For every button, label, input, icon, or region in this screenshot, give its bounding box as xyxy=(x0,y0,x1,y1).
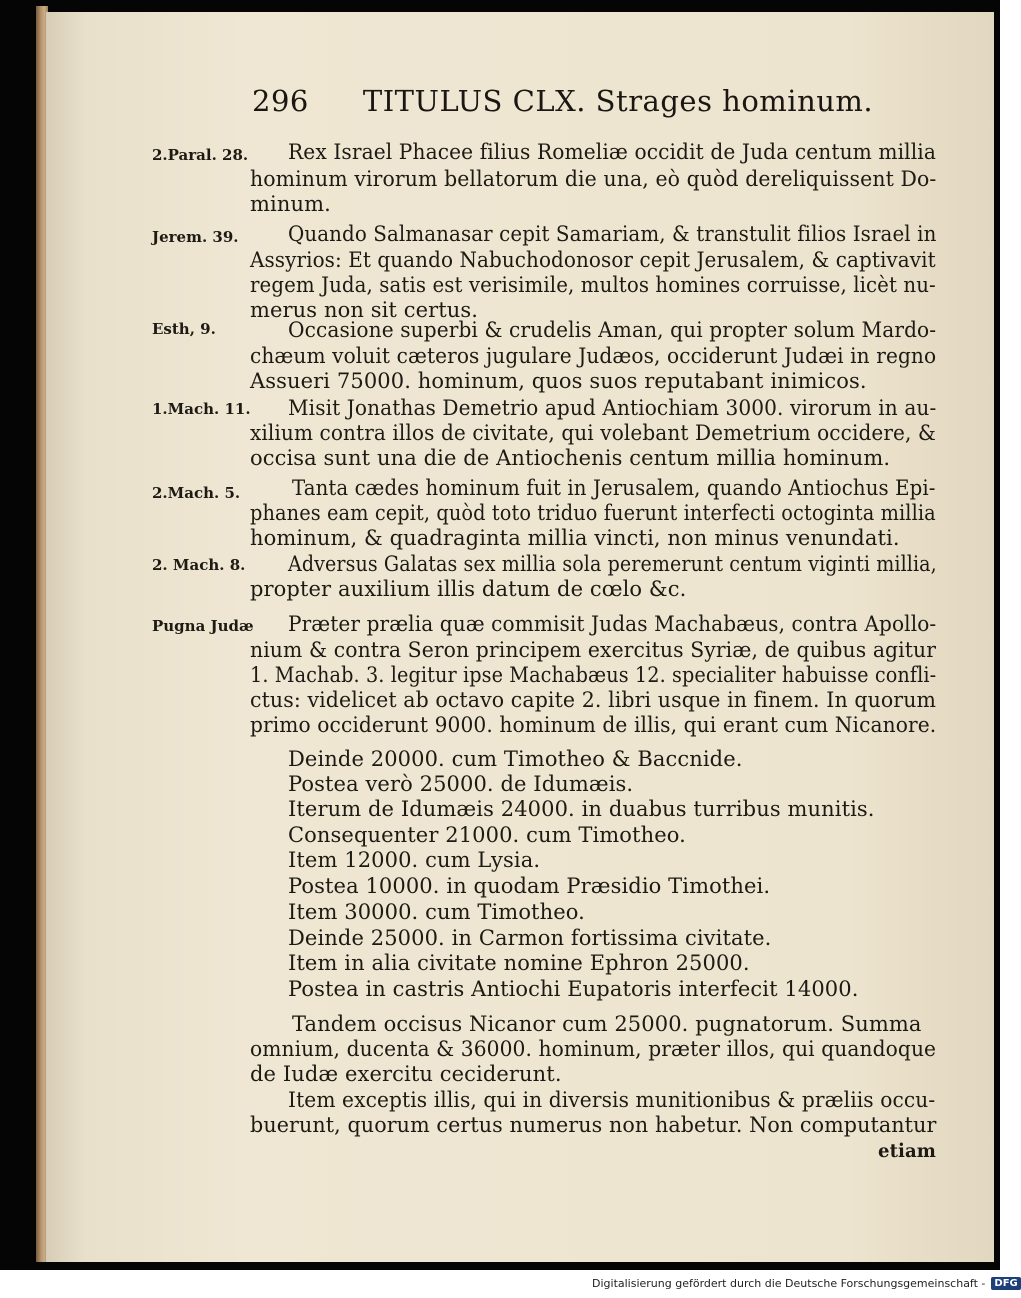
list-item: Postea in castris Antiochi Eupatoris interfecit 14000. xyxy=(288,977,859,1001)
list-item: Consequenter 21000. cum Timotheo. xyxy=(288,823,686,847)
page-number: 296 xyxy=(252,84,309,118)
list-item: Deinde 25000. in Carmon fortissima civitate. xyxy=(288,926,772,950)
list-item: Item in alia civitate nomine Ephron 25000. xyxy=(288,951,750,975)
text-line: Tanta cædes hominum fuit in Jerusalem, quando Antiochus Epi- xyxy=(292,476,936,500)
text-line: hominum, & quadraginta millia vincti, non minus venundati. xyxy=(250,526,900,550)
text-line: regem Juda, satis est verisimile, multos homines corruisse, licèt nu- xyxy=(250,273,936,297)
text-line: xilium contra illos de civitate, qui volebant Demetrium occidere, & xyxy=(250,421,936,445)
list-item: Item 30000. cum Timotheo. xyxy=(288,900,585,924)
text-line: Adversus Galatas sex millia sola peremerunt centum viginti millia, xyxy=(288,552,937,576)
text-line: Rex Israel Phacee filius Romeliæ occidit de Juda centum millia xyxy=(288,140,936,164)
running-head xyxy=(252,84,873,118)
text-line: ctus: videlicet ab octavo capite 2. libri usque in finem. In quorum xyxy=(250,688,937,712)
text-line: omnium, ducenta & 36000. hominum, præter illos, qui quandoque xyxy=(250,1037,937,1061)
text-line: phanes eam cepit, quòd toto triduo fuerunt interfecti octoginta millia xyxy=(250,501,936,525)
catchword: etiam xyxy=(878,1140,937,1162)
text-line: de Iudæ exercitu ceciderunt. xyxy=(250,1062,562,1086)
text-line: Quando Salmanasar cepit Samariam, & transtulit filios Israel in xyxy=(288,222,937,246)
margin-reference: Esth, 9. xyxy=(152,320,216,338)
text-line: Item exceptis illis, qui in diversis munitionibus & præliis occu- xyxy=(288,1088,936,1112)
credit-text: Digitalisierung gefördert durch die Deutsche Forschungsgemeinschaft - xyxy=(592,1276,986,1290)
text-line: buerunt, quorum certus numerus non habetur. Non computantur xyxy=(250,1113,937,1137)
text-line: hominum virorum bellatorum die una, eò quòd dereliquissent Do- xyxy=(250,167,937,191)
text-line: Misit Jonathas Demetrio apud Antiochiam 3000. virorum in au- xyxy=(288,396,937,420)
digitization-credit xyxy=(592,1274,1021,1292)
margin-reference: 2.Mach. 5. xyxy=(152,484,241,502)
text-line: primo occiderunt 9000. hominum de illis, qui erant cum Nicanore. xyxy=(250,713,937,737)
text-line: occisa sunt una die de Antiochenis centum millia hominum. xyxy=(250,446,891,470)
text-line: Assyrios: Et quando Nabuchodonosor cepit Jerusalem, & captivavit xyxy=(250,248,936,272)
margin-reference: Jerem. 39. xyxy=(152,228,239,246)
list-item: Item 12000. cum Lysia. xyxy=(288,848,541,872)
text-line: merus non sit certus. xyxy=(250,298,479,322)
list-item: Deinde 20000. cum Timotheo & Baccnide. xyxy=(288,747,743,771)
text-line: 1. Machab. 3. legitur ipse Machabæus 12. specialiter habuisse confli- xyxy=(250,663,937,687)
list-item: Iterum de Idumæis 24000. in duabus turribus munitis. xyxy=(288,797,875,821)
text-line: Præter prælia quæ commisit Judas Machabæus, contra Apollo- xyxy=(288,612,937,636)
margin-reference: 2. Mach. 8. xyxy=(152,556,246,574)
margin-reference: 1.Mach. 11. xyxy=(152,400,251,418)
text-line: Occasione superbi & crudelis Aman, qui propter solum Mardo- xyxy=(288,318,937,342)
text-line: chæum voluit cæteros jugulare Judæos, occiderunt Judæi in regno xyxy=(250,344,937,368)
text-line: minum. xyxy=(250,192,331,216)
page-title: TITULUS CLX. Strages hominum. xyxy=(362,84,874,118)
list-item: Postea verò 25000. de Idumæis. xyxy=(288,772,634,796)
list-item: Postea 10000. in quodam Præsidio Timothei. xyxy=(288,874,771,898)
text-line: nium & contra Seron principem exercitus Syriæ, de quibus agitur xyxy=(250,638,937,662)
text-line: Assueri 75000. hominum, quos suos reputabant inimicos. xyxy=(250,369,867,393)
margin-reference: 2.Paral. 28. xyxy=(152,146,249,164)
text-line: Tandem occisus Nicanor cum 25000. pugnatorum. Summa xyxy=(292,1012,922,1036)
dfg-logo: DFG xyxy=(991,1277,1020,1290)
margin-reference: Pugna Judæ xyxy=(152,617,254,635)
text-line: propter auxilium illis datum de cœlo &c. xyxy=(250,577,687,601)
